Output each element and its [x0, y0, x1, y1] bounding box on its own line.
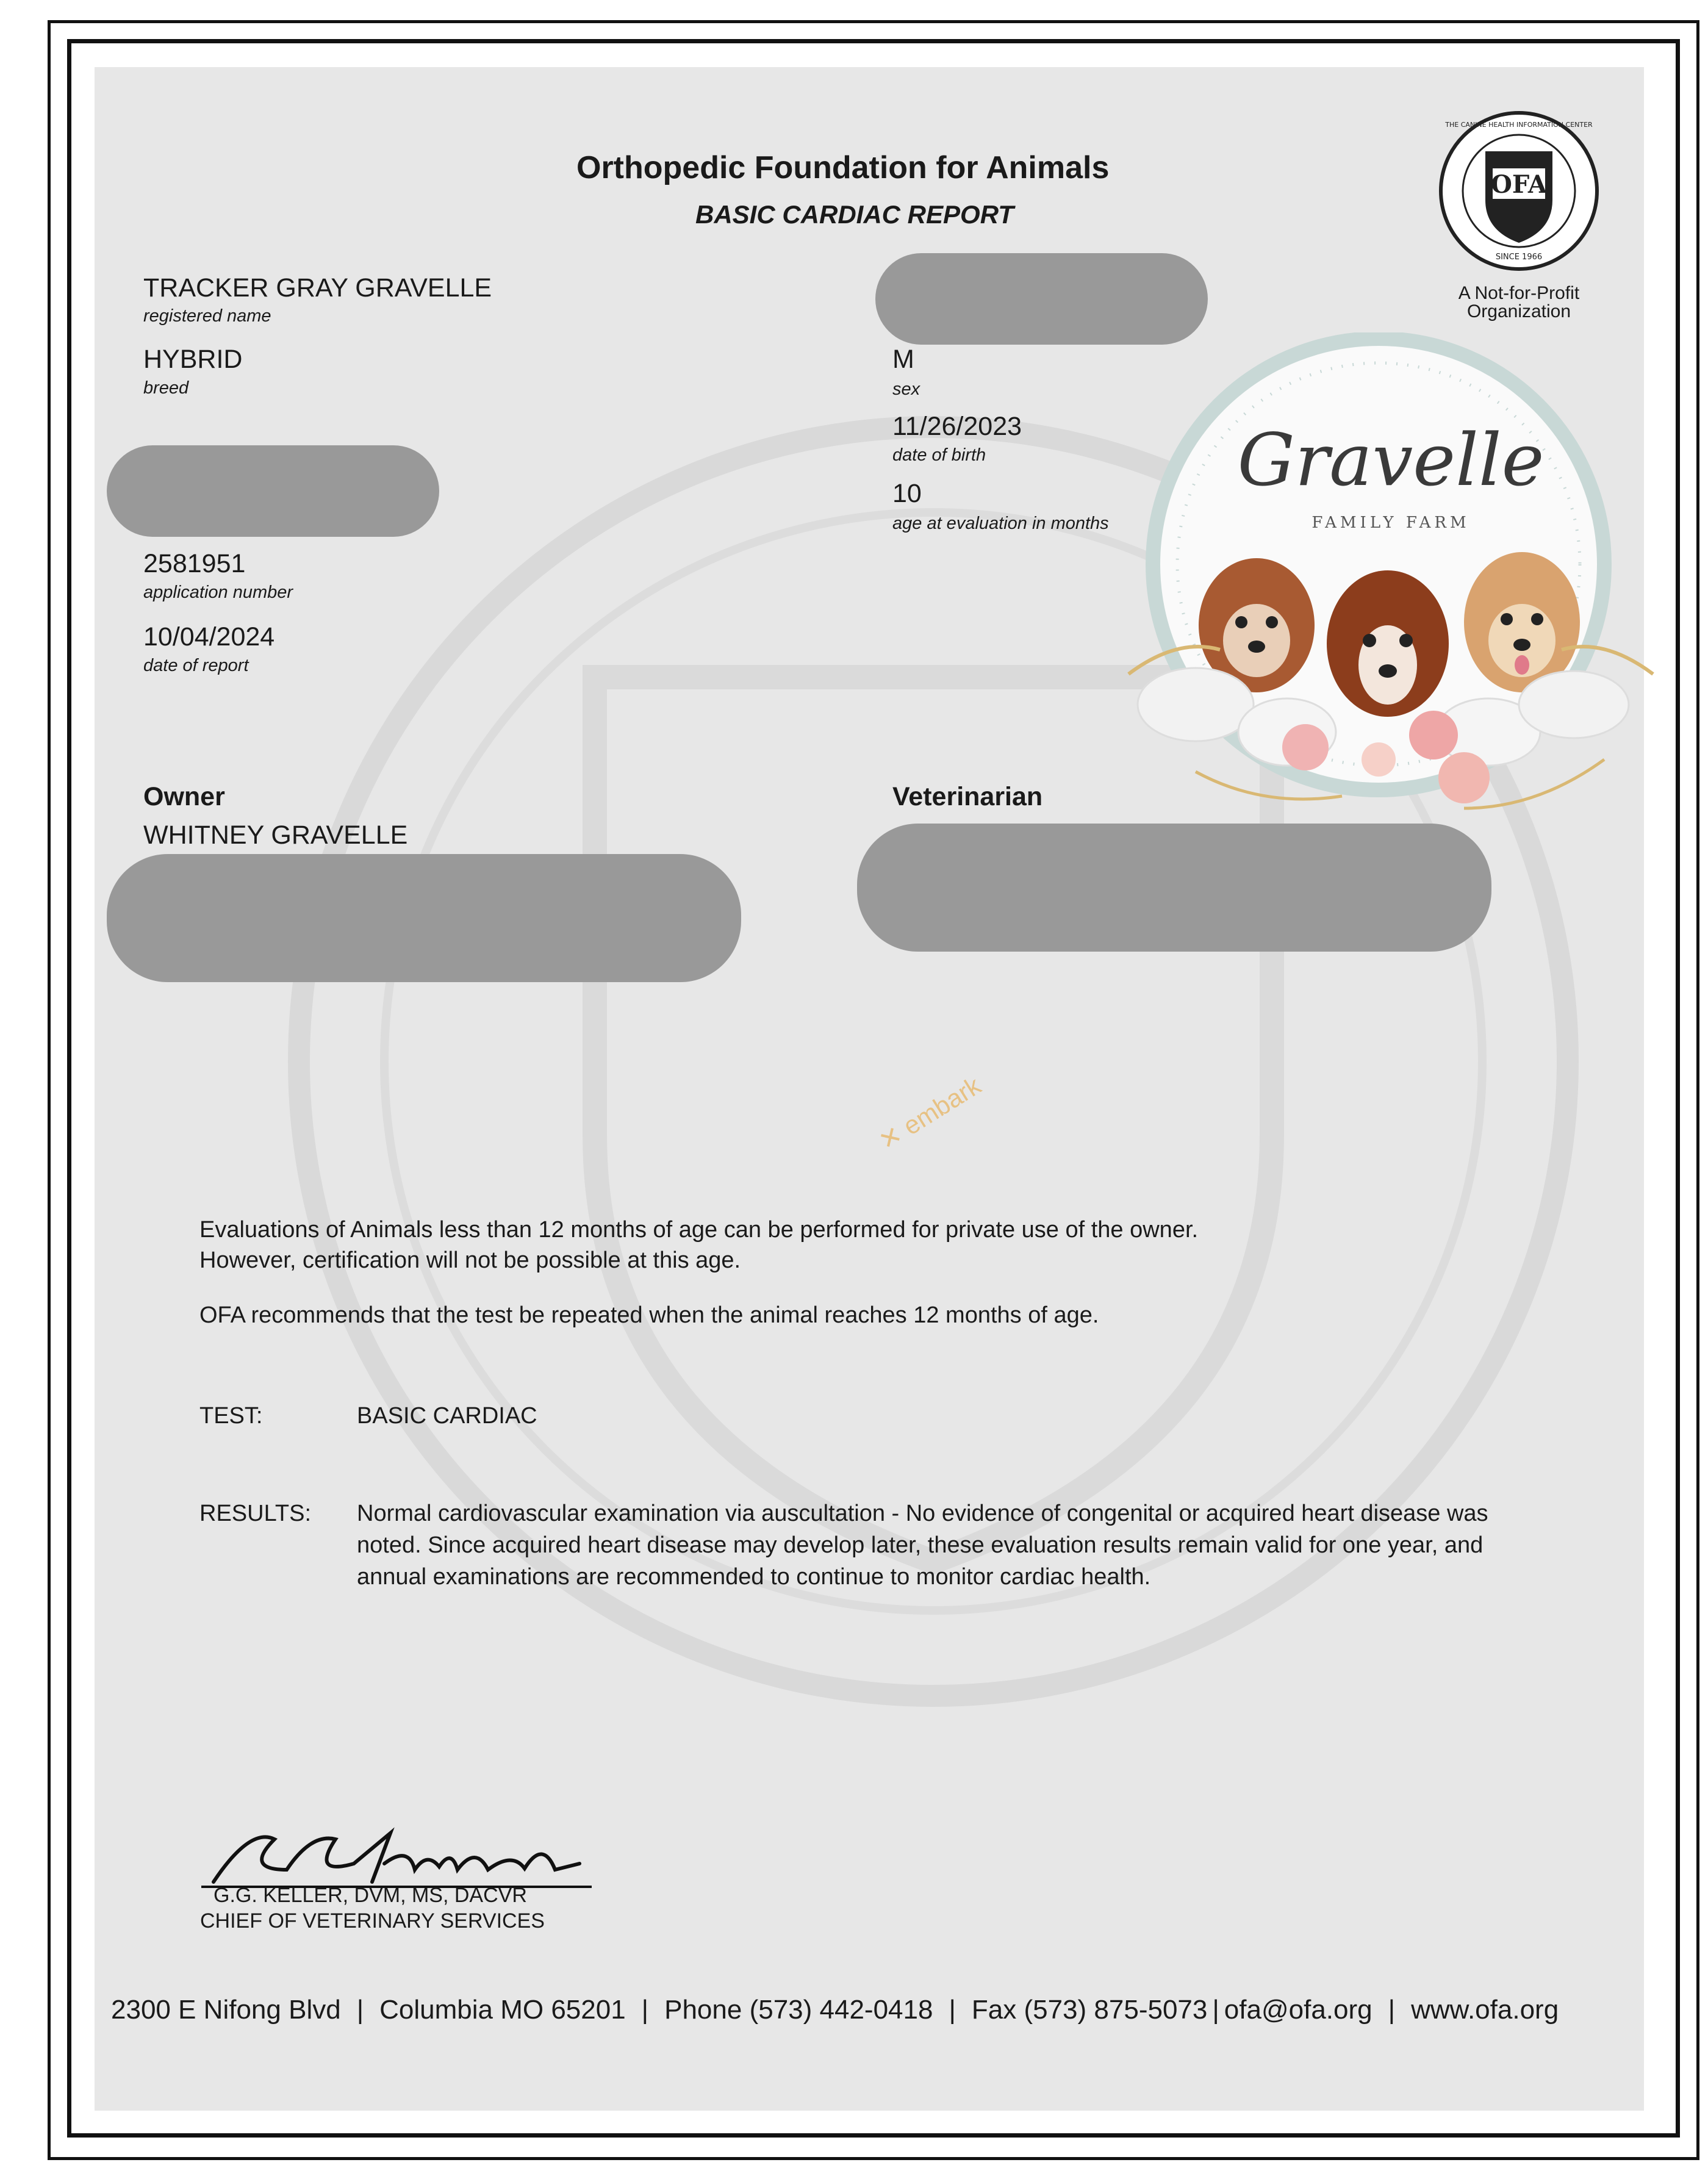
redacted-owner-address: [107, 854, 741, 982]
footer-city: Columbia MO 65201: [379, 1995, 626, 2025]
redacted-veterinarian: [857, 824, 1491, 952]
seal-ring-text: THE CANINE HEALTH INFORMATION CENTER: [1445, 121, 1593, 129]
farm-name: Gravelle: [1237, 418, 1545, 502]
registered-name-value: TRACKER GRAY GRAVELLE: [143, 273, 492, 303]
signatory-name: G.G. KELLER, DVM, MS, DACVR: [214, 1884, 527, 1907]
footer-separator: |: [356, 1995, 364, 2025]
note-line-2: However, certification will not be possible at this age.: [199, 1247, 741, 1273]
embark-icon: ✕: [874, 1116, 914, 1156]
date-of-birth-label: date of birth: [892, 445, 986, 465]
veterinarian-heading: Veterinarian: [892, 782, 1043, 811]
ofa-seal-logo: [1437, 109, 1601, 273]
results-line-1: Normal cardiovascular examination via auscultation - No evidence of congenital or acquired heart disease was: [357, 1501, 1488, 1526]
footer-contact: [111, 1995, 1559, 2025]
footer-email[interactable]: ofa@ofa.org: [1224, 1995, 1372, 2025]
seal-monogram: OFA: [1491, 170, 1547, 199]
nonprofit-line-1: A Not-for-Profit: [1458, 283, 1580, 303]
footer-separator: |: [641, 1995, 649, 2025]
footer-phone: Phone (573) 442-0418: [664, 1995, 933, 2025]
application-number-value: 2581951: [143, 549, 246, 578]
sex-value: M: [892, 345, 914, 374]
signatory-title: CHIEF OF VETERINARY SERVICES: [200, 1909, 545, 1933]
footer-separator: |: [1388, 1995, 1396, 2025]
breed-value: HYBRID: [143, 345, 243, 374]
age-label: age at evaluation in months: [892, 514, 1109, 533]
owner-heading: Owner: [143, 782, 225, 811]
redacted-field: [875, 253, 1208, 345]
report-subtitle: BASIC CARDIAC REPORT: [695, 200, 1014, 229]
sex-label: sex: [892, 379, 920, 399]
breed-label: breed: [143, 378, 189, 398]
date-of-birth-value: 11/26/2023: [892, 412, 1022, 441]
test-label: TEST:: [199, 1403, 263, 1429]
footer-separator: |: [949, 1995, 956, 2025]
dog-illustration-2: [1327, 570, 1449, 717]
note-line-1: Evaluations of Animals less than 12 months of age can be performed for private use of the owner.: [199, 1217, 1199, 1243]
nonprofit-note: [1397, 284, 1641, 321]
date-of-report-value: 10/04/2024: [143, 622, 275, 652]
signature: [195, 1815, 598, 1894]
farm-tagline: FAMILY FARM: [1312, 514, 1470, 532]
date-of-report-label: date of report: [143, 656, 249, 675]
owner-name: WHITNEY GRAVELLE: [143, 820, 408, 850]
results-line-2: noted. Since acquired heart disease may develop later, these evaluation results remain valid for one year, and: [357, 1532, 1484, 1558]
redacted-field: [107, 445, 439, 537]
footer-website[interactable]: www.ofa.org: [1411, 1995, 1559, 2025]
seal-since: SINCE 1966: [1495, 253, 1543, 262]
gravelle-family-farm-logo: [1122, 332, 1659, 839]
footer-separator: |: [1212, 1995, 1219, 2025]
test-value: BASIC CARDIAC: [357, 1403, 537, 1429]
application-number-label: application number: [143, 583, 293, 602]
results-label: RESULTS:: [199, 1501, 312, 1526]
note-line-3: OFA recommends that the test be repeated when the animal reaches 12 months of age.: [199, 1302, 1099, 1328]
age-value: 10: [892, 479, 922, 508]
registered-name-label: registered name: [143, 306, 271, 326]
footer-address: 2300 E Nifong Blvd: [111, 1995, 341, 2025]
results-line-3: annual examinations are recommended to continue to monitor cardiac health.: [357, 1564, 1151, 1590]
footer-fax: Fax (573) 875-5073: [971, 1995, 1208, 2025]
nonprofit-line-2: Organization: [1466, 301, 1571, 321]
embark-watermark: ✕ embark: [874, 1071, 986, 1156]
page-title: Orthopedic Foundation for Animals: [576, 150, 1110, 185]
